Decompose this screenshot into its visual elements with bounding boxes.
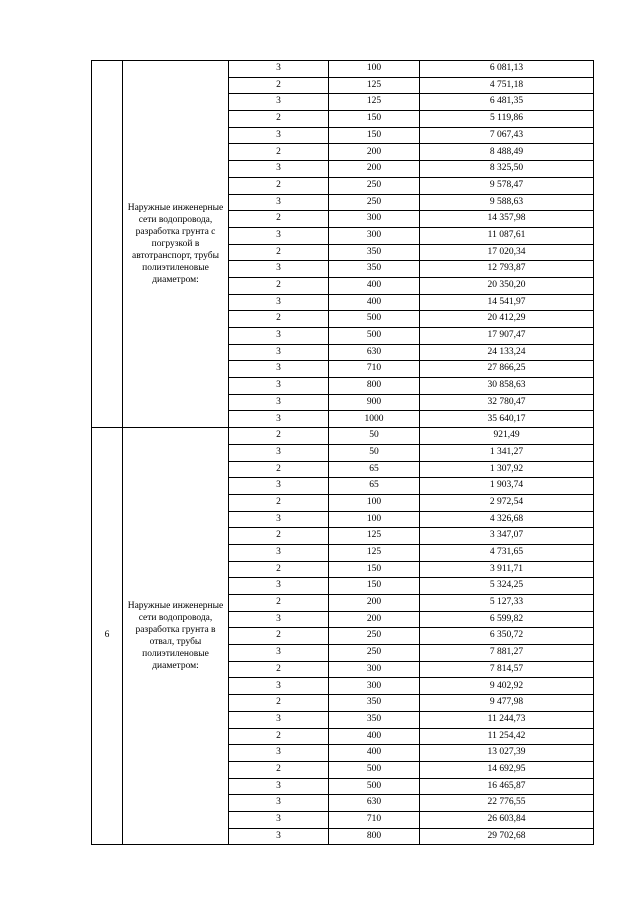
- diameter-cell: 350: [329, 695, 420, 712]
- price-cell: 35 640,17: [420, 411, 594, 428]
- category-cell: 2: [229, 244, 329, 261]
- diameter-cell: 900: [329, 394, 420, 411]
- price-cell: 11 254,42: [420, 728, 594, 745]
- price-cell: 3 347,07: [420, 528, 594, 545]
- price-cell: 921,49: [420, 428, 594, 445]
- group-number: 6: [92, 428, 123, 845]
- diameter-cell: 630: [329, 795, 420, 812]
- table-row: [92, 61, 594, 78]
- category-cell: 3: [229, 778, 329, 795]
- category-cell: 2: [229, 661, 329, 678]
- category-cell: 2: [229, 311, 329, 328]
- diameter-cell: 200: [329, 161, 420, 178]
- diameter-cell: 1000: [329, 411, 420, 428]
- category-cell: 2: [229, 461, 329, 478]
- diameter-cell: 50: [329, 444, 420, 461]
- category-cell: 3: [229, 294, 329, 311]
- category-cell: 2: [229, 211, 329, 228]
- diameter-cell: 350: [329, 711, 420, 728]
- category-cell: 3: [229, 444, 329, 461]
- diameter-cell: 500: [329, 328, 420, 345]
- category-cell: 3: [229, 645, 329, 662]
- price-cell: 27 866,25: [420, 361, 594, 378]
- diameter-cell: 710: [329, 361, 420, 378]
- price-cell: 1 903,74: [420, 478, 594, 495]
- price-cell: 1 341,27: [420, 444, 594, 461]
- price-cell: 17 020,34: [420, 244, 594, 261]
- diameter-cell: 150: [329, 127, 420, 144]
- category-cell: 3: [229, 795, 329, 812]
- price-cell: 20 350,20: [420, 277, 594, 294]
- price-cell: 20 412,29: [420, 311, 594, 328]
- category-cell: 3: [229, 61, 329, 78]
- price-cell: 11 244,73: [420, 711, 594, 728]
- diameter-cell: 630: [329, 344, 420, 361]
- diameter-cell: 250: [329, 628, 420, 645]
- price-cell: 8 325,50: [420, 161, 594, 178]
- category-cell: 2: [229, 528, 329, 545]
- diameter-cell: 65: [329, 461, 420, 478]
- diameter-cell: 125: [329, 94, 420, 111]
- category-cell: 3: [229, 711, 329, 728]
- price-cell: 26 603,84: [420, 811, 594, 828]
- price-cell: 22 776,55: [420, 795, 594, 812]
- price-table-body: [92, 61, 594, 845]
- category-cell: 2: [229, 77, 329, 94]
- price-cell: 9 578,47: [420, 177, 594, 194]
- price-cell: 7 067,43: [420, 127, 594, 144]
- diameter-cell: 400: [329, 728, 420, 745]
- category-cell: 2: [229, 111, 329, 128]
- price-cell: 5 119,86: [420, 111, 594, 128]
- price-cell: 2 972,54: [420, 494, 594, 511]
- diameter-cell: 500: [329, 761, 420, 778]
- category-cell: 2: [229, 628, 329, 645]
- price-cell: 6 481,35: [420, 94, 594, 111]
- price-cell: 7 881,27: [420, 645, 594, 662]
- price-cell: 4 751,18: [420, 77, 594, 94]
- diameter-cell: 500: [329, 311, 420, 328]
- category-cell: 3: [229, 161, 329, 178]
- diameter-cell: 400: [329, 277, 420, 294]
- diameter-cell: 65: [329, 478, 420, 495]
- category-cell: 3: [229, 678, 329, 695]
- price-table: [91, 60, 594, 845]
- category-cell: 2: [229, 728, 329, 745]
- diameter-cell: 150: [329, 111, 420, 128]
- price-cell: 29 702,68: [420, 828, 594, 845]
- price-cell: 1 307,92: [420, 461, 594, 478]
- price-cell: 13 027,39: [420, 745, 594, 762]
- price-cell: 14 692,95: [420, 761, 594, 778]
- diameter-cell: 300: [329, 211, 420, 228]
- price-cell: 11 087,61: [420, 227, 594, 244]
- diameter-cell: 400: [329, 294, 420, 311]
- diameter-cell: 250: [329, 177, 420, 194]
- price-cell: 17 907,47: [420, 328, 594, 345]
- diameter-cell: 300: [329, 661, 420, 678]
- category-cell: 3: [229, 328, 329, 345]
- category-cell: 2: [229, 761, 329, 778]
- category-cell: 3: [229, 411, 329, 428]
- category-cell: 3: [229, 127, 329, 144]
- category-cell: 2: [229, 144, 329, 161]
- price-cell: 32 780,47: [420, 394, 594, 411]
- category-cell: 2: [229, 177, 329, 194]
- category-cell: 2: [229, 595, 329, 612]
- category-cell: 3: [229, 361, 329, 378]
- price-cell: 6 350,72: [420, 628, 594, 645]
- group-description: Наружные инженерные сети водопровода, разработка грунта с погрузкой в автотранспорт, трубы полиэтиленовые диаметром:: [123, 61, 229, 428]
- diameter-cell: 350: [329, 261, 420, 278]
- diameter-cell: 200: [329, 595, 420, 612]
- category-cell: 3: [229, 544, 329, 561]
- price-cell: 7 814,57: [420, 661, 594, 678]
- diameter-cell: 800: [329, 378, 420, 395]
- table-row: [92, 428, 594, 445]
- price-cell: 3 911,71: [420, 561, 594, 578]
- price-cell: 14 357,98: [420, 211, 594, 228]
- price-cell: 5 324,25: [420, 578, 594, 595]
- diameter-cell: 400: [329, 745, 420, 762]
- diameter-cell: 100: [329, 494, 420, 511]
- category-cell: 2: [229, 695, 329, 712]
- diameter-cell: 250: [329, 194, 420, 211]
- price-cell: 30 858,63: [420, 378, 594, 395]
- group-number: [92, 61, 123, 428]
- price-cell: 5 127,33: [420, 595, 594, 612]
- category-cell: 2: [229, 561, 329, 578]
- diameter-cell: 300: [329, 227, 420, 244]
- price-cell: 24 133,24: [420, 344, 594, 361]
- price-cell: 4 326,68: [420, 511, 594, 528]
- price-cell: 6 599,82: [420, 611, 594, 628]
- price-cell: 9 402,92: [420, 678, 594, 695]
- diameter-cell: 350: [329, 244, 420, 261]
- diameter-cell: 50: [329, 428, 420, 445]
- category-cell: 3: [229, 478, 329, 495]
- category-cell: 3: [229, 344, 329, 361]
- price-cell: 4 731,65: [420, 544, 594, 561]
- diameter-cell: 150: [329, 578, 420, 595]
- diameter-cell: 125: [329, 528, 420, 545]
- price-cell: 9 588,63: [420, 194, 594, 211]
- category-cell: 3: [229, 261, 329, 278]
- diameter-cell: 500: [329, 778, 420, 795]
- diameter-cell: 150: [329, 561, 420, 578]
- diameter-cell: 100: [329, 511, 420, 528]
- category-cell: 3: [229, 578, 329, 595]
- diameter-cell: 200: [329, 611, 420, 628]
- category-cell: 3: [229, 227, 329, 244]
- category-cell: 2: [229, 428, 329, 445]
- category-cell: 3: [229, 828, 329, 845]
- category-cell: 3: [229, 94, 329, 111]
- diameter-cell: 300: [329, 678, 420, 695]
- diameter-cell: 710: [329, 811, 420, 828]
- category-cell: 3: [229, 745, 329, 762]
- diameter-cell: 800: [329, 828, 420, 845]
- category-cell: 3: [229, 511, 329, 528]
- category-cell: 3: [229, 811, 329, 828]
- category-cell: 3: [229, 194, 329, 211]
- diameter-cell: 125: [329, 77, 420, 94]
- category-cell: 3: [229, 394, 329, 411]
- price-cell: 9 477,98: [420, 695, 594, 712]
- category-cell: 3: [229, 378, 329, 395]
- diameter-cell: 125: [329, 544, 420, 561]
- price-cell: 12 793,87: [420, 261, 594, 278]
- category-cell: 2: [229, 277, 329, 294]
- diameter-cell: 250: [329, 645, 420, 662]
- diameter-cell: 200: [329, 144, 420, 161]
- category-cell: 2: [229, 494, 329, 511]
- price-cell: 16 465,87: [420, 778, 594, 795]
- diameter-cell: 100: [329, 61, 420, 78]
- category-cell: 3: [229, 611, 329, 628]
- group-description: Наружные инженерные сети водопровода, разработка грунта в отвал, трубы полиэтиленовые диаметром:: [123, 428, 229, 845]
- price-cell: 8 488,49: [420, 144, 594, 161]
- price-cell: 6 081,13: [420, 61, 594, 78]
- price-cell: 14 541,97: [420, 294, 594, 311]
